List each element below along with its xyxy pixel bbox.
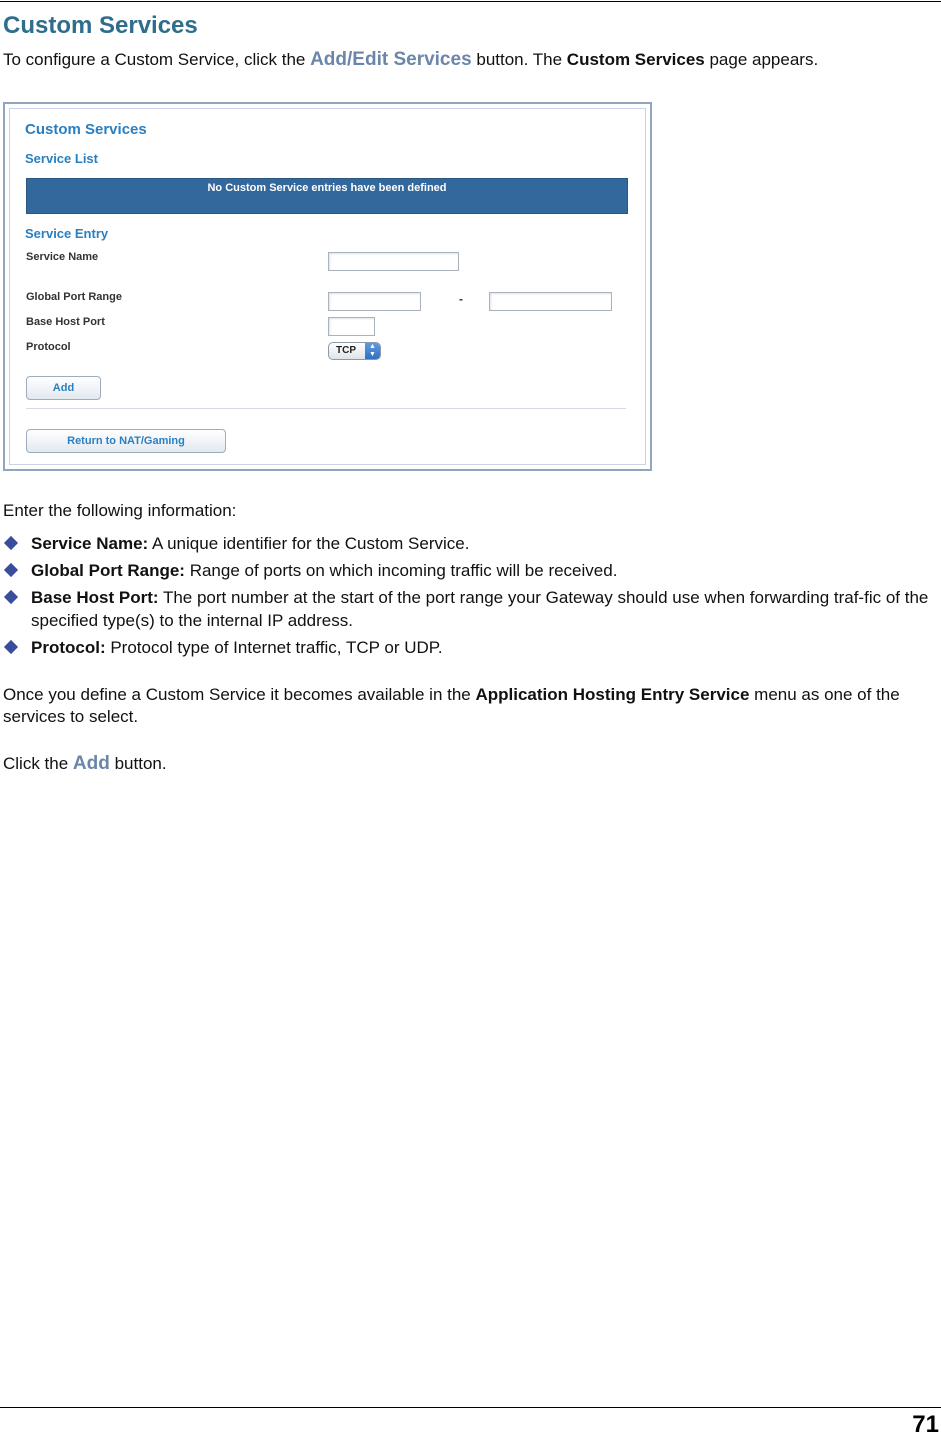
- page-title: Custom Services: [3, 12, 198, 39]
- diamond-bullet-icon: [4, 640, 18, 654]
- application-hosting-ref: Application Hosting Entry Service: [475, 685, 750, 704]
- once-text-after: menu as one of the services to select.: [3, 685, 900, 726]
- click-text-before: Click the: [3, 754, 73, 773]
- base-host-port-input[interactable]: [328, 317, 375, 336]
- bullet-term: Protocol:: [31, 638, 106, 657]
- diamond-bullet-icon: [4, 590, 18, 604]
- bullet-text: Range of ports on which incoming traffic will be received.: [184, 561, 618, 580]
- bullet-text: Protocol type of Internet traffic, TCP or UDP.: [105, 638, 443, 657]
- service-list-heading: Service List: [25, 151, 98, 166]
- service-name-input[interactable]: [328, 252, 459, 271]
- service-entry-heading: Service Entry: [25, 226, 109, 241]
- bottom-rule: [0, 1407, 941, 1408]
- once-paragraph: [3, 684, 937, 728]
- screenshot-title: Custom Services: [25, 121, 147, 138]
- list-item: [3, 559, 937, 582]
- list-item: [3, 636, 937, 659]
- intro-text-before: To configure a Custom Service, click the: [3, 50, 311, 69]
- intro-text-after: page appears.: [704, 50, 819, 69]
- top-rule: [0, 1, 941, 2]
- select-arrows-icon: ▲ ▼: [365, 343, 380, 359]
- list-item: [3, 532, 937, 555]
- global-port-range-label: Global Port Range: [26, 291, 122, 303]
- bullet-text: The port number at the start of the port range your Gateway should use when forwarding traf-fic of the specified type(s) to the internal IP address.: [31, 588, 929, 630]
- port-range-end-input[interactable]: [489, 292, 612, 311]
- divider: [26, 408, 626, 409]
- protocol-selected-value: TCP: [336, 345, 356, 356]
- custom-services-ref: Custom Services: [566, 50, 705, 69]
- click-text-after: button.: [109, 754, 167, 773]
- add-button[interactable]: Add: [26, 376, 101, 400]
- bullet-term: Service Name:: [31, 534, 149, 553]
- add-button-ref: Add: [72, 753, 110, 774]
- bullet-term: Base Host Port:: [31, 588, 159, 607]
- protocol-select[interactable]: [328, 342, 381, 360]
- list-item: [3, 586, 937, 632]
- page-number: 71: [912, 1411, 939, 1438]
- port-range-start-input[interactable]: [328, 292, 421, 311]
- field-descriptions-list: [3, 532, 937, 663]
- click-add-paragraph: [3, 753, 167, 775]
- bullet-term: Global Port Range:: [31, 561, 185, 580]
- protocol-label: Protocol: [26, 341, 71, 353]
- return-to-nat-gaming-button[interactable]: Return to NAT/Gaming: [26, 429, 226, 453]
- intro-text-middle: button. The: [471, 50, 567, 69]
- empty-service-list-banner: No Custom Service entries have been defined: [26, 178, 628, 214]
- diamond-bullet-icon: [4, 536, 18, 550]
- screenshot-panel: [9, 108, 646, 465]
- intro-paragraph: [3, 49, 818, 71]
- bullet-text: A unique identifier for the Custom Service.: [148, 534, 470, 553]
- add-edit-services-ref: Add/Edit Services: [310, 49, 472, 70]
- service-name-label: Service Name: [26, 251, 99, 263]
- port-range-separator: -: [459, 292, 463, 306]
- diamond-bullet-icon: [4, 563, 18, 577]
- custom-services-screenshot: [3, 102, 652, 471]
- once-text-before: Once you define a Custom Service it becomes available in the: [3, 685, 476, 704]
- base-host-port-label: Base Host Port: [26, 316, 105, 328]
- enter-info-text: Enter the following information:: [3, 501, 237, 520]
